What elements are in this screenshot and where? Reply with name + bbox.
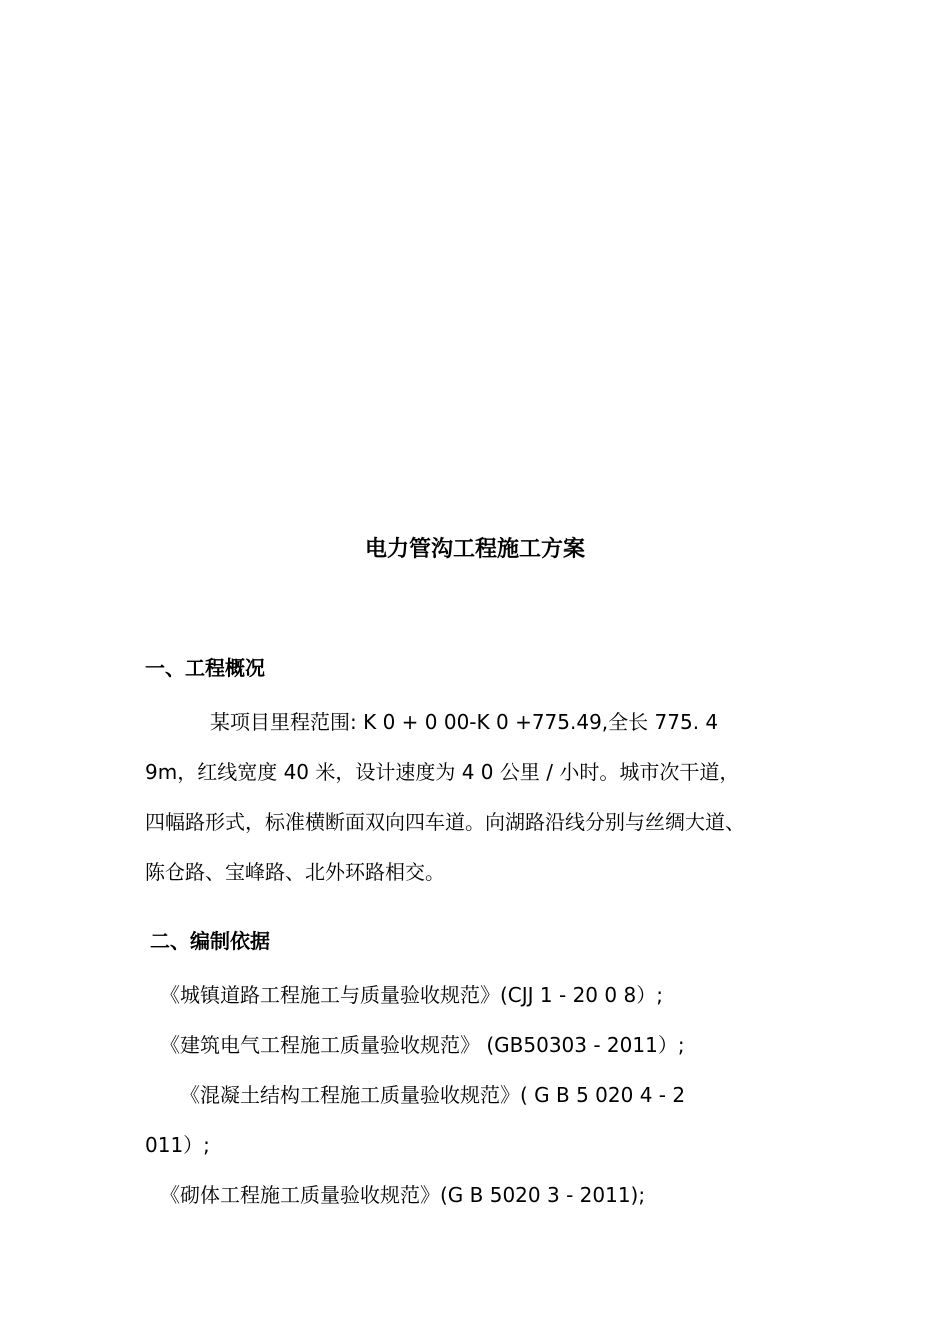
overview-line-1: 某项目里程范围: K 0 + 0 00-K 0 +775.49,全长 775. 4 [210,710,719,734]
section-heading-overview: 一、工程概况 [145,656,265,680]
basis-line-2: 《建筑电气工程施工质量验收规范》 (GB50303 - 2011）; [160,1033,685,1057]
basis-line-5: 《砌体工程施工质量验收规范》(G B 5020 3 - 2011); [160,1183,646,1207]
basis-line-3: 《混凝土结构工程施工质量验收规范》( G B 5 020 4 - 2 [180,1083,686,1107]
basis-line-1: 《城镇道路工程施工与质量验收规范》(CJJ 1 - 20 0 8）; [160,983,663,1007]
basis-line-4: 011）; [145,1133,210,1157]
overview-line-2: 9m，红线宽度 40 米，设计速度为 4 0 公里 / 小时。城市次干道， [145,760,740,784]
section-heading-basis: 二、编制依据 [150,929,270,953]
overview-line-3: 四幅路形式，标准横断面双向四车道。向湖路沿线分别与丝绸大道、 [145,810,745,834]
overview-line-4: 陈仓路、宝峰路、北外环路相交。 [145,860,445,884]
document-title: 电力管沟工程施工方案 [364,537,585,562]
